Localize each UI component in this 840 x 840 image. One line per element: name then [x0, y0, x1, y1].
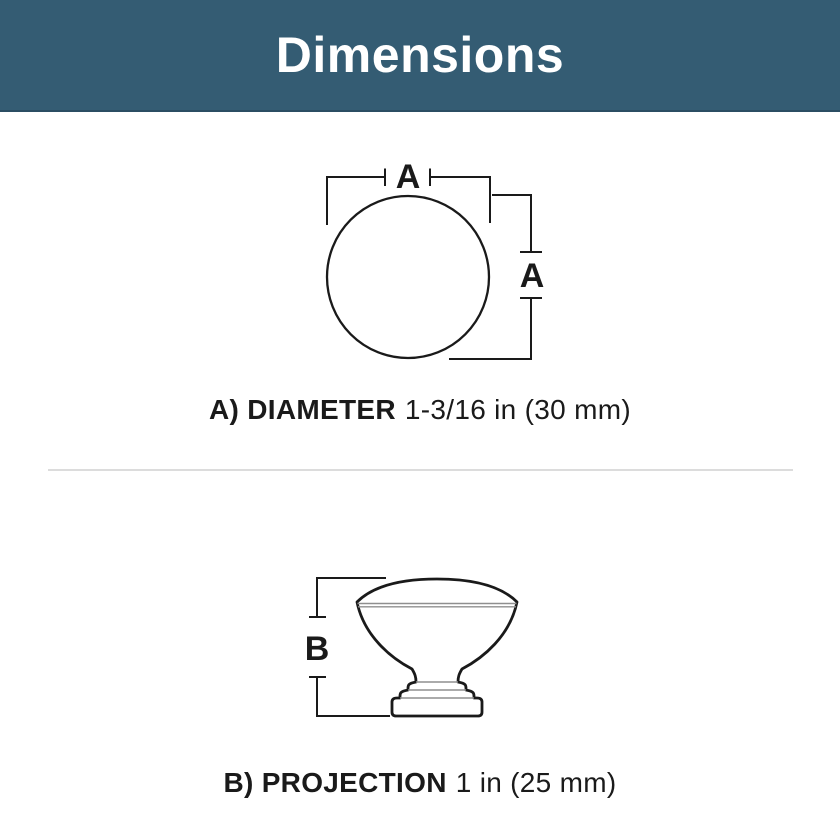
page-title: Dimensions — [275, 27, 565, 83]
knob-side-view-outline — [357, 579, 517, 716]
dimension-label-b: B — [304, 630, 330, 668]
diameter-caption-value: 1-3/16 in (30 mm) — [404, 394, 631, 425]
diameter-caption — [0, 394, 840, 426]
section-divider — [48, 469, 793, 471]
dimensions-banner — [0, 0, 840, 112]
projection-caption-value: 1 in (25 mm) — [455, 767, 617, 798]
projection-diagram — [0, 565, 840, 725]
dimension-label-a-horizontal: A — [395, 158, 421, 196]
dimension-label-a-vertical: A — [519, 257, 545, 295]
diameter-diagram — [0, 150, 840, 370]
projection-caption-label: B) PROJECTION — [223, 767, 447, 798]
projection-caption — [0, 767, 840, 799]
knob-top-view-circle — [327, 196, 489, 358]
diameter-caption-label: A) DIAMETER — [209, 394, 396, 425]
